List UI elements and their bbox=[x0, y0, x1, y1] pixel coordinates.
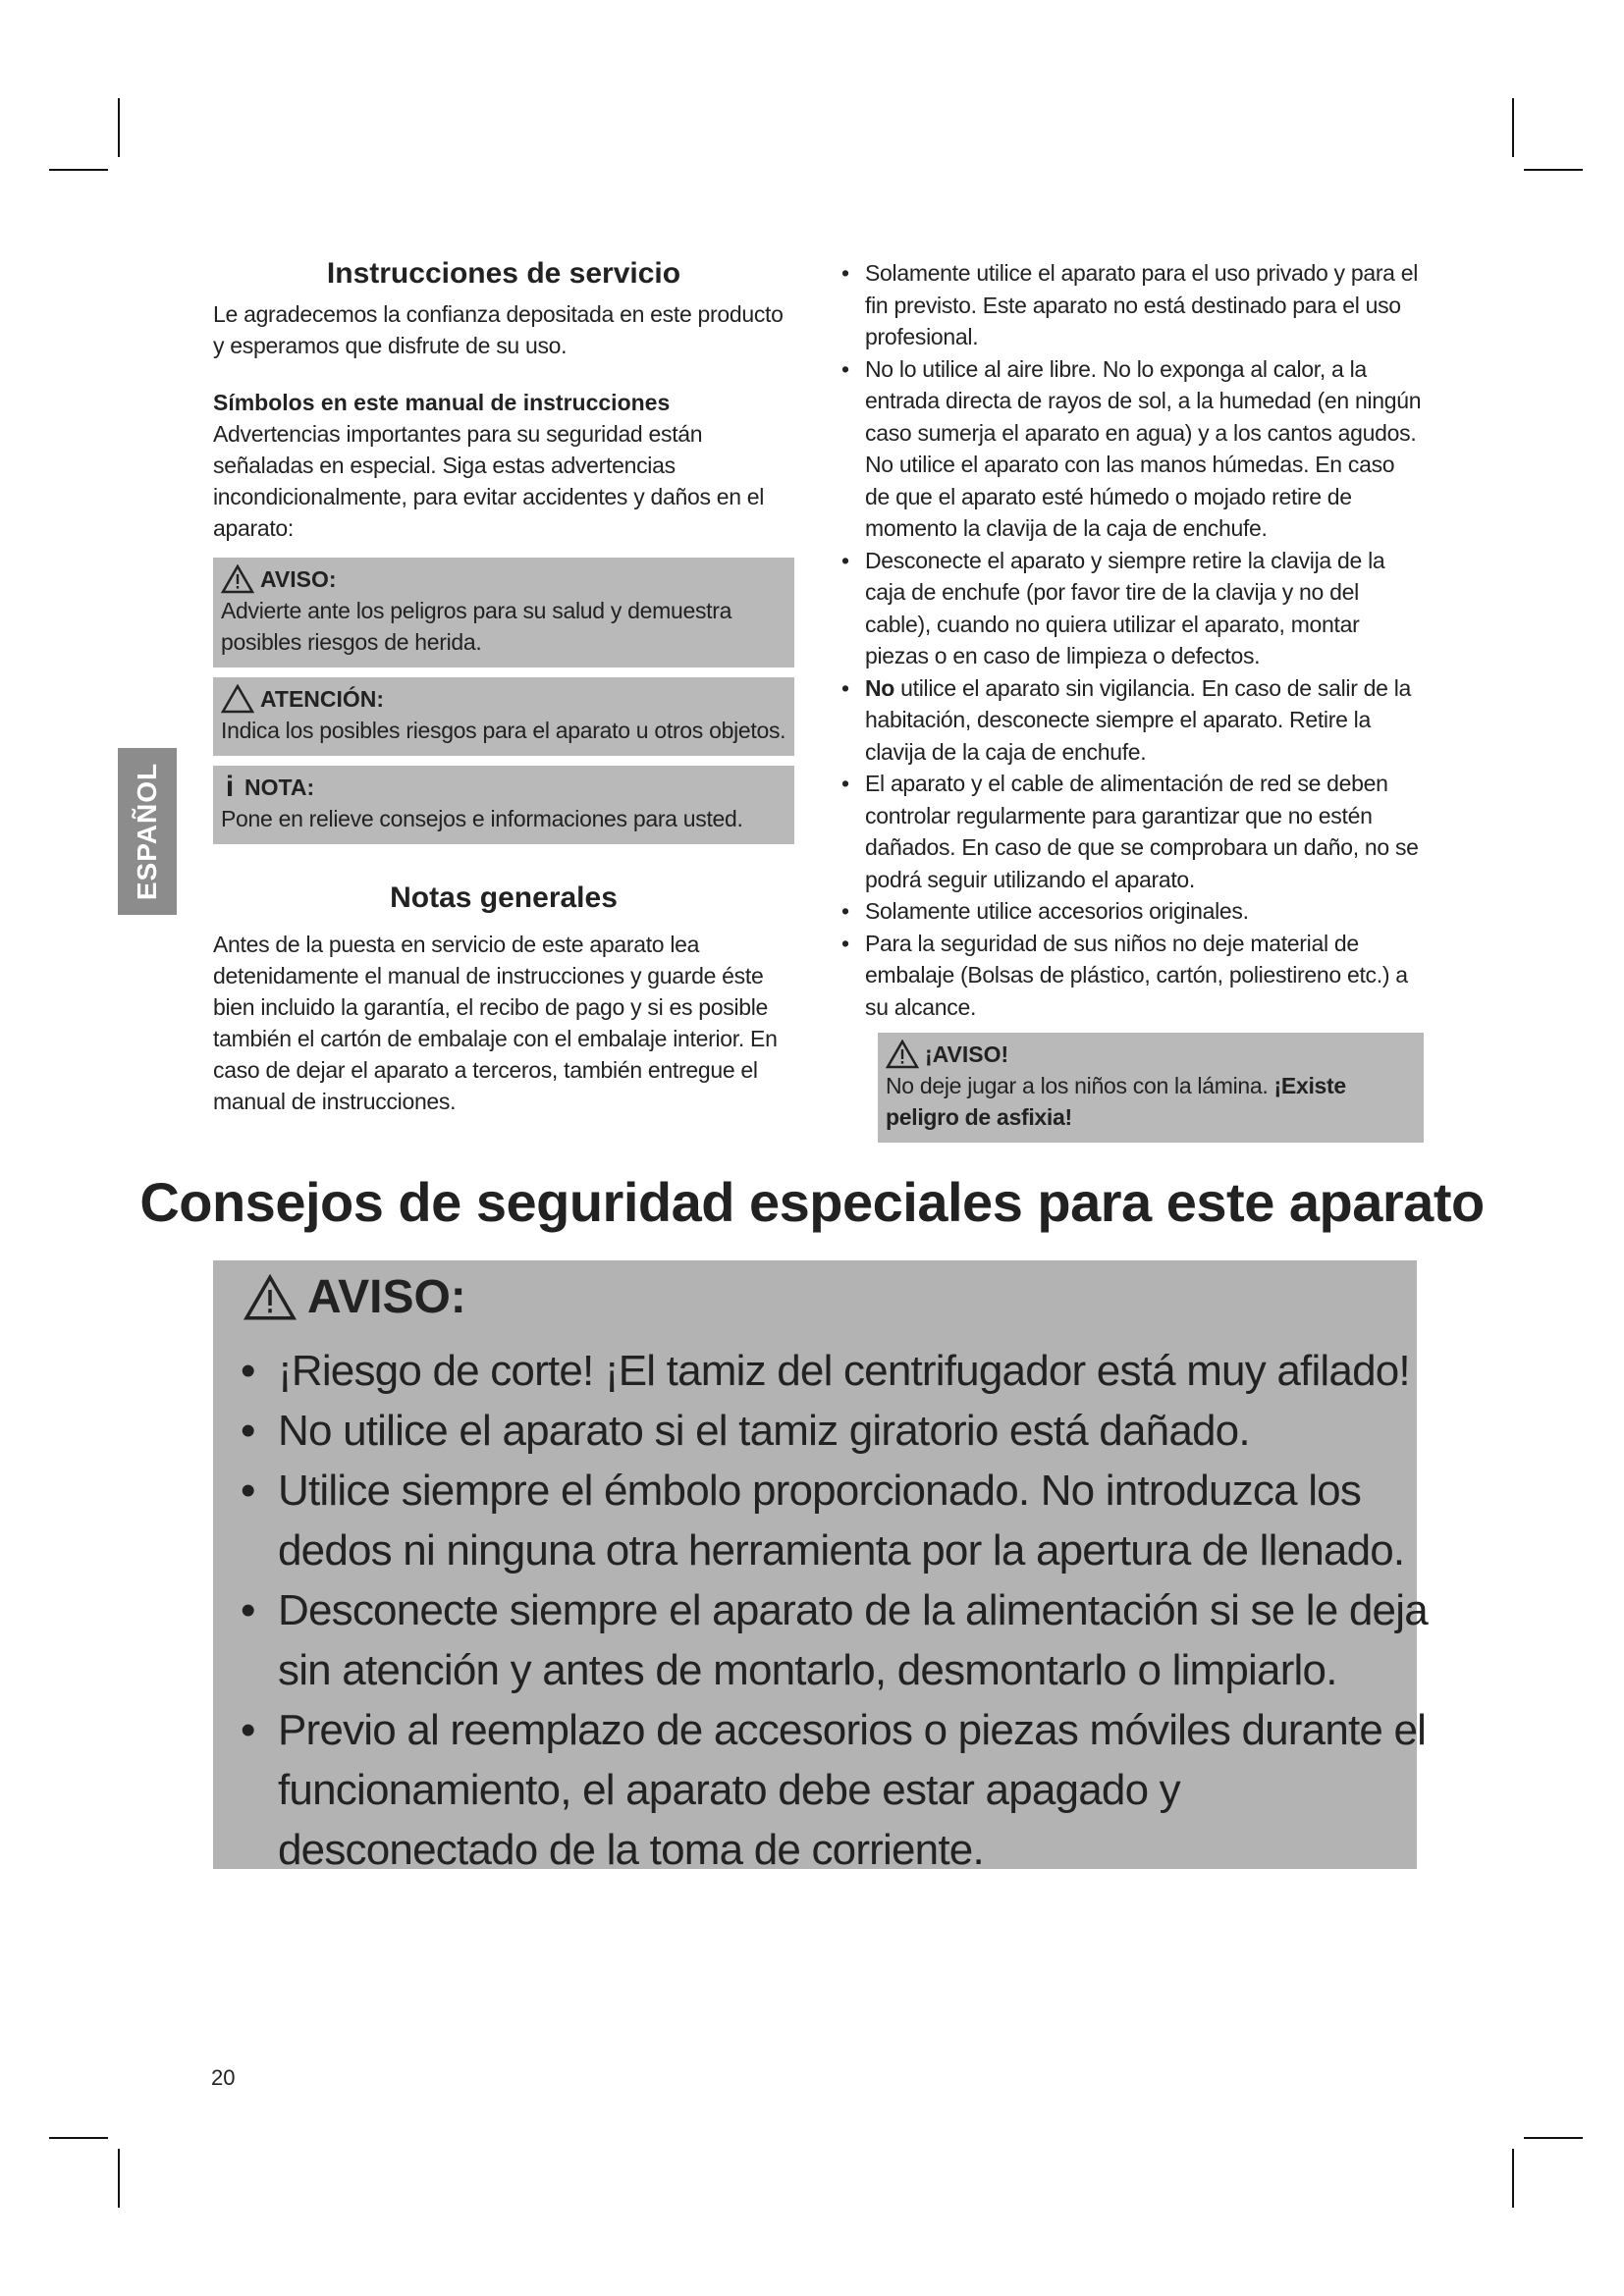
warning-triangle-icon bbox=[243, 1274, 298, 1321]
list-item: • ¡Riesgo de corte! ¡El tamiz del centrifugador está muy afilado! bbox=[233, 1341, 1431, 1401]
crop-mark bbox=[1512, 2149, 1514, 2208]
aviso-asfixia-title bbox=[886, 1039, 1416, 1070]
list-item: • Solamente utilice el aparato para el uso privado y para el fin previsto. Este aparato no está destinado para el uso profesional. bbox=[836, 257, 1425, 353]
section-title-notas: Notas generales bbox=[390, 881, 618, 914]
aviso-label: AVISO: bbox=[260, 566, 337, 592]
aviso-asfixia-box bbox=[878, 1033, 1424, 1143]
notas-text: Antes de la puesta en servicio de este aparato lea detenidamente el manual de instrucciones y guarde éste bien incluido la garantía, el recibo de pago y si es posible también el cartón de embalaje con el embalaje interior. En caso de dejar el aparato a terceros, también entregue el manual de instrucciones. bbox=[213, 932, 778, 1114]
caution-triangle-icon bbox=[221, 684, 254, 714]
aviso-text: Advierte ante los peligros para su salud y demuestra posibles riesgos de herida. bbox=[221, 598, 732, 655]
crop-mark bbox=[1512, 98, 1514, 157]
list-item: • Para la seguridad de sus niños no deje material de embalaje (Bolsas de plástico, cartón, poliestireno etc.) a su alcance. bbox=[836, 928, 1425, 1024]
language-tab-label: ESPAÑOL bbox=[132, 762, 162, 901]
special-aviso-title bbox=[243, 1270, 466, 1324]
list-item: • Desconecte siempre el aparato de la alimentación si se le deja sin atención y antes de montarlo, desmontarlo o limpiarlo. bbox=[233, 1580, 1431, 1700]
aviso-box-title bbox=[221, 563, 786, 595]
special-aviso-label: AVISO: bbox=[307, 1271, 466, 1323]
atencion-text: Indica los posibles riesgos para el aparato u otros objetos. bbox=[221, 718, 786, 743]
aviso-asfixia-label: ¡AVISO! bbox=[925, 1041, 1009, 1067]
crop-mark bbox=[49, 2137, 108, 2139]
aviso-asfixia-text: No deje jugar a los niños con la lámina. ¡Existe peligro de asfixia! bbox=[886, 1073, 1346, 1130]
warning-triangle-icon bbox=[886, 1040, 919, 1069]
list-item: • Previo al reemplazo de accesorios o piezas móviles durante el funcionamiento, el aparato debe estar apagado y desconectado de la toma de corriente. bbox=[233, 1700, 1431, 1880]
list-item: • No utilice el aparato sin vigilancia. En caso de salir de la habitación, desconecte siempre el aparato. Retire la clavija de la caja de enchufe. bbox=[836, 672, 1425, 769]
list-item: • Utilice siempre el émbolo proporcionado. No introduzca los dedos ni ninguna otra herramienta por la apertura de llenado. bbox=[233, 1461, 1431, 1580]
special-safety-box bbox=[213, 1260, 1428, 1874]
crop-mark bbox=[1524, 169, 1583, 171]
atencion-label: ATENCIÓN: bbox=[260, 686, 385, 712]
list-item: • No lo utilice al aire libre. No lo exponga al calor, a la entrada directa de rayos de sol, a la humedad (en ningún caso sumerja el aparato en agua) y a los cantos agudos. No utilice el aparato con las manos húmedas. En caso de que el aparato esté húmedo o mojado retire de momento la clavija de la caja de enchufe. bbox=[836, 353, 1425, 545]
special-safety-title: Consejos de seguridad especiales para este aparato bbox=[139, 1171, 1485, 1233]
crop-mark bbox=[118, 98, 120, 157]
info-icon: i bbox=[225, 771, 235, 803]
right-column bbox=[836, 257, 1425, 1152]
symbols-text: Advertencias importantes para su seguridad están señaladas en especial. Siga estas advertencias incondicionalmente, para evitar accidentes y daños en el aparato: bbox=[213, 421, 765, 541]
language-tab bbox=[118, 748, 177, 915]
nota-text: Pone en relieve consejos e informaciones para usted. bbox=[221, 806, 743, 831]
list-item: • Solamente utilice accesorios originales. bbox=[836, 895, 1425, 928]
atencion-box-title bbox=[221, 683, 786, 715]
warning-triangle-icon bbox=[221, 564, 254, 594]
nota-box-title bbox=[221, 772, 786, 803]
crop-mark bbox=[118, 2149, 120, 2208]
list-item: • Desconecte el aparato y siempre retire la clavija de la caja de enchufe (por favor tire de la clavija y no del cable), cuando no quiera utilizar el aparato, montar piezas o en caso de limpieza o defectos. bbox=[836, 545, 1425, 672]
aviso-box bbox=[213, 558, 794, 667]
list-item: • El aparato y el cable de alimentación de red se deben controlar regularmente para garantizar que no estén dañados. En caso de que se comprobara un daño, no se podrá seguir utilizando el aparato. bbox=[836, 768, 1425, 895]
crop-mark bbox=[49, 169, 108, 171]
symbols-heading: Símbolos en este manual de instrucciones bbox=[213, 390, 671, 415]
crop-mark bbox=[1524, 2137, 1583, 2139]
intro-text: Le agradecemos la confianza depositada en este producto y esperamos que disfrute de su uso. bbox=[213, 301, 784, 358]
nota-label: NOTA: bbox=[244, 774, 315, 800]
list-item: • No utilice el aparato si el tamiz giratorio está dañado. bbox=[233, 1401, 1431, 1461]
page-number: 20 bbox=[211, 2065, 236, 2090]
safety-list bbox=[836, 257, 1425, 1023]
nota-box bbox=[213, 766, 794, 844]
atencion-box bbox=[213, 677, 794, 756]
section-title-instrucciones: Instrucciones de servicio bbox=[326, 257, 681, 290]
left-column bbox=[213, 257, 794, 1117]
special-safety-list bbox=[233, 1341, 1431, 1880]
